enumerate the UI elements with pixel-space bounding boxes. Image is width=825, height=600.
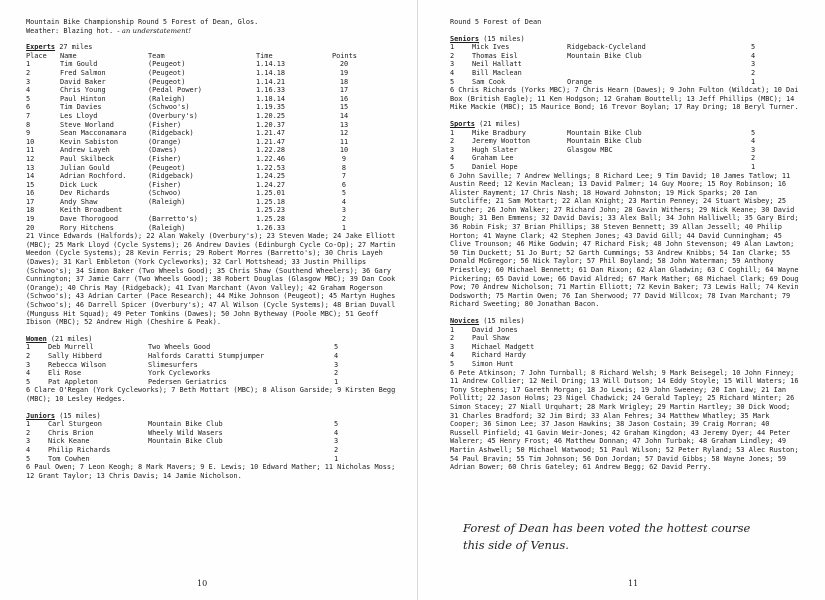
sports-row	[450, 129, 800, 138]
women-row-cell: Eli Rose	[48, 369, 82, 378]
experts-row-cell: 12	[339, 129, 349, 138]
experts-row-cell: 17	[26, 197, 35, 206]
novices-heading: Novices	[450, 317, 480, 325]
women-row	[26, 352, 401, 361]
experts-row-cell: 2	[341, 215, 347, 224]
experts-row-cell: Chris Young	[60, 86, 106, 95]
seniors-distance: (15 miles)	[483, 34, 525, 43]
experts-row-cell: 14	[26, 172, 35, 181]
experts-row-cell: (Dawes)	[148, 146, 178, 155]
experts-row-cell: (Schwoo)	[148, 189, 182, 198]
juniors-row	[26, 437, 401, 446]
juniors-row	[26, 446, 401, 455]
experts-row-cell: 1.25.28	[256, 215, 286, 224]
novices-distance: (15 miles)	[483, 317, 525, 325]
experts-row-cell: 8	[341, 163, 347, 172]
seniors-table	[450, 43, 800, 86]
experts-row-cell: 1.22.46	[256, 154, 286, 163]
juniors-row-cell: 5	[334, 420, 339, 429]
experts-row-cell: 1	[341, 223, 347, 232]
experts-row-cell: (Fisher)	[148, 180, 182, 189]
experts-row	[26, 95, 401, 104]
experts-row-cell: 1.24.27	[256, 180, 286, 189]
women-row-cell: Pedersen Geriatrics	[148, 377, 227, 386]
experts-row	[26, 155, 401, 164]
juniors-row-cell: 2	[334, 445, 339, 454]
page-number-left: 10	[197, 579, 208, 588]
sports-row-cell: Jeremy Wootton	[472, 137, 531, 146]
seniors-row-cell: 5	[450, 77, 455, 86]
sports-heading: Sports	[450, 119, 475, 128]
experts-row-cell: 13	[26, 163, 35, 172]
juniors-row-cell: Tom Cowhen	[48, 454, 90, 463]
experts-row-cell: 15	[26, 180, 35, 189]
experts-row-cell: 6	[341, 180, 347, 189]
experts-table-header	[26, 52, 401, 61]
women-row-cell: 4	[334, 351, 339, 360]
experts-row-cell: (Peugeot)	[148, 77, 186, 86]
experts-row-cell: 1.16.33	[256, 86, 286, 95]
women-row-cell: 2	[26, 351, 31, 360]
sports-row	[450, 137, 800, 146]
experts-row-cell: 1.21.47	[256, 129, 286, 138]
women-row-cell: Halfords Caratti Stumpjumper	[148, 351, 265, 360]
experts-row-cell: 9	[341, 154, 347, 163]
col-team-header: Team	[148, 51, 165, 60]
experts-row-cell: (Ridgeback)	[148, 129, 194, 138]
juniors-row-cell: Mountain Bike Club	[148, 437, 223, 446]
results-title: Mountain Bike Championship Round 5 Forest of Dean, Glos.	[26, 18, 259, 26]
sports-row	[450, 163, 800, 172]
experts-row-cell: 4	[26, 86, 31, 95]
seniors-row-cell: Mick Ives	[472, 43, 510, 52]
experts-row-cell: 13	[339, 120, 349, 129]
experts-row-cell: (Ridgeback)	[148, 172, 194, 181]
col-time-header: Time	[256, 51, 273, 60]
seniors-heading: Seniors	[450, 34, 480, 43]
experts-row-cell: (Orange)	[148, 137, 182, 146]
juniors-table	[26, 420, 401, 463]
left-column	[26, 18, 401, 480]
experts-row	[26, 224, 401, 233]
sports-row	[450, 154, 800, 163]
experts-row-cell: Les Lloyd	[60, 111, 98, 120]
novices-row	[450, 326, 800, 335]
experts-row-cell: 20	[339, 60, 349, 69]
novices-rest: 6 Pete Atkinson; 7 John Turnball; 8 Richard Welsh; 9 Mark Beisegel; 10 John Finney; 11 Andrew Collier; 12 Neil Dring; 13 Will Dutson; 14 Eddy Stoyle; 15 Will Waters; 16 Tony Stephens; 17 Gareth Morgan; 18 Jo Lewis; 19 John Sweeney; 20 Ian Law; 21 Ian Pollitt; 22 Jason Holms; 23 Nigel Chadwick; 24 Gerald Tapley; 25 Richard Winter; 26 Simon Stacey; 27 Niall Urquhart; 28 Mark Wrigley; 29 Martin Hartley; 30 Dick Wood; 31 Charles Bradford; 32 Jim Bird; 33 Alan Fehres; 34 Matthew Whatley; 35 Mark Cooper; 36 Simon Lee; 37 Jason Hawkins; 38 Jason Costain; 39 Craig Morran; 40 Russell Pinfield; 41 Gavin Weir-Jones; 42 Graham Kingdon; 43 Jeremy Dyer; 44 Peter Walerer; 45 Henry Frost; 46 Matthew Donnan; 47 John Turbak; 48 Graham Lindley; 49 Martin Ashwell; 50 Michael Watwood; 51 Paul Wilson; 52 Peter Ryland; 53 Alec Ruston; 54 Paul Bravin; 55 Tim Johnson; 56 Don Jordan; 57 David Gibbs; 58 Wayne Jones; 59 Adrian Bower; 60 Chris Gateley; 61 Andrew Begg; 62 David Perry.	[450, 368, 799, 472]
experts-row-cell: 10	[339, 146, 349, 155]
experts-row	[26, 86, 401, 95]
sports-row-cell: 2	[751, 154, 756, 163]
experts-row-cell: 17	[339, 86, 349, 95]
juniors-row-cell: Carl Sturgeon	[48, 420, 102, 429]
women-row-cell: Rebecca Wilson	[48, 360, 107, 369]
juniors-row-cell: 5	[26, 454, 31, 463]
experts-row-cell: 20	[26, 223, 35, 232]
women-row-cell: 4	[26, 369, 31, 378]
seniors-row	[450, 52, 800, 61]
experts-row-cell: 18	[339, 77, 349, 86]
seniors-row	[450, 43, 800, 52]
weather-line	[26, 27, 401, 36]
experts-row	[26, 172, 401, 181]
seniors-row-cell: 1	[450, 43, 455, 52]
juniors-row-cell: 4	[334, 428, 339, 437]
handwritten-note: Forest of Dean has been voted the hottest course this side of Venus.	[463, 521, 751, 552]
seniors-rest: 6 Chris Richards (Yorks MBC); 7 Chris Hearn (Dawes); 9 John Fulton (Wildcat); 10 Dai Box (British Eagle); 11 Ken Hodgson; 12 Graham Bouttell; 13 Jeff Phillips (MBC); 14 Mike Mackie (MBC); 15 Maurice Bond; 16 Trevor Boylan; 17 Ray Dring; 18 Beryl Turner.	[450, 86, 799, 112]
seniors-row	[450, 60, 800, 69]
women-row-cell: Pat Appleton	[48, 377, 98, 386]
seniors-row-cell: 1	[751, 77, 756, 86]
experts-row	[26, 189, 401, 198]
sports-row-cell: 5	[751, 128, 756, 137]
seniors-row-cell: 5	[751, 43, 756, 52]
experts-row-cell: 10	[26, 137, 35, 146]
seniors-row-cell: Neil Hallatt	[472, 60, 522, 69]
juniors-row-cell: 4	[26, 445, 31, 454]
experts-row-cell: (Raleigh)	[148, 197, 186, 206]
sports-row-cell: 3	[450, 145, 455, 154]
experts-row	[26, 146, 401, 155]
experts-row	[26, 164, 401, 173]
weather-label: Weather: Blazing hot.	[26, 26, 114, 35]
experts-row-cell: Dick Luck	[60, 180, 98, 189]
women-row	[26, 343, 401, 352]
experts-row-cell: 14	[339, 111, 349, 120]
experts-heading-line	[26, 43, 401, 52]
experts-row-cell: 1.25.23	[256, 206, 286, 215]
seniors-row-cell: Thomas Eisl	[472, 51, 518, 60]
experts-row-cell: (Barretto's)	[148, 215, 198, 224]
women-table	[26, 343, 401, 386]
experts-row	[26, 78, 401, 87]
experts-row-cell: 19	[26, 215, 35, 224]
experts-row-cell: 1.25.01	[256, 189, 286, 198]
experts-row-cell: 1.14.13	[256, 60, 286, 69]
novices-row	[450, 351, 800, 360]
experts-row-cell: (Raleigh)	[148, 223, 186, 232]
experts-row-cell: (Peugeot)	[148, 68, 186, 77]
experts-row-cell: 11	[26, 146, 35, 155]
experts-row	[26, 206, 401, 215]
experts-row-cell: Paul Hinton	[60, 94, 106, 103]
experts-row	[26, 112, 401, 121]
experts-row-cell: 1.19.35	[256, 103, 286, 112]
women-row	[26, 369, 401, 378]
experts-row-cell: Kevin Sabiston	[60, 137, 119, 146]
experts-row	[26, 103, 401, 112]
experts-row-cell: Adrian Rochford.	[60, 172, 127, 181]
experts-row-cell: Andy Shaw	[60, 197, 98, 206]
novices-row-cell: David Jones	[472, 325, 518, 334]
women-row-cell: Deb Murrell	[48, 343, 94, 352]
experts-rest: 21 Vince Edwards (Halfords); 22 Alan Wakely (Overbury's); 23 Steven Wade; 24 Jake Elliott (MBC); 25 Mark Lloyd (Cycle Systems); 26 Andrew Davies (Edinburgh Cycle Co-Op); 27 Martin Weedon (Cycle Systems); 28 Kevin Ferris; 29 Robert Morres (Barretto's); 30 Chris Layeh (Dawes); 31 Karl Embleton (York Cycleworks); 32 Carl Mottshead; 33 Justin Phillips (Schwoo's); 34 Simon Baker (Two Wheels Good); 35 Chris Shaw (Southend Wheelers); 36 Gary Cunnington; 37 Jamie Carr (Two Wheels Good); 38 Robert Douglas (Glasgow MBC); 39 Dan Cook (Orange); 40 Chris May (Ridgeback); 41 Ivan Marchant (Avon Valley); 42 Graham Rogerson (Schwoo's); 43 Adrian Carter (Pace Research); 44 Mike Johnson (Peugeot); 45 Martyn Hughes (Schwoo's); 46 Darrell Spicer (Overbury's); 47 Al Wilson (Cycle Systems); 48 Brian Duvall (Munguss Hit Squad); 49 Peter Tomkins (Dawes); 50 John Bytheway (Poole MBC); 51 Geoff Ibison (MBC); 52 Andrew High (Cheshire & Peak).	[26, 232, 396, 327]
col-place-header: Place	[26, 51, 47, 60]
women-heading: Women	[26, 334, 47, 343]
experts-row-cell: 1.22.28	[256, 146, 286, 155]
seniors-row-cell: Bill Maclean	[472, 68, 522, 77]
experts-row-cell: 1.25.18	[256, 197, 286, 206]
seniors-row-cell: Orange	[567, 77, 592, 86]
experts-row-cell: 1	[26, 60, 31, 69]
novices-heading-line	[450, 317, 800, 326]
experts-row-cell: 16	[339, 94, 349, 103]
experts-row	[26, 129, 401, 138]
sports-row-cell: Glasgow MBC	[567, 145, 613, 154]
sports-row-cell: 4	[450, 154, 455, 163]
experts-row	[26, 215, 401, 224]
juniors-row-cell: 3	[334, 437, 339, 446]
experts-row-cell: (Schwoo's)	[148, 103, 190, 112]
experts-row-cell: (Raleigh)	[148, 94, 186, 103]
experts-row	[26, 198, 401, 207]
experts-row-cell: 19	[339, 68, 349, 77]
juniors-row	[26, 420, 401, 429]
seniors-row-cell: 2	[751, 68, 756, 77]
women-row-cell: 5	[334, 343, 339, 352]
novices-row	[450, 343, 800, 352]
seniors-row-cell: 3	[751, 60, 756, 69]
experts-row-cell: 15	[339, 103, 349, 112]
right-page	[418, 0, 825, 600]
experts-row	[26, 60, 401, 69]
col-name-header: Name	[60, 51, 77, 60]
women-distance: (21 miles)	[50, 334, 93, 343]
experts-row-cell: 3	[26, 77, 31, 86]
experts-heading: Experts	[26, 43, 56, 52]
women-row-cell: 3	[334, 360, 339, 369]
experts-row-cell: Julian Gould	[60, 163, 110, 172]
experts-row-cell: Rory Hitchens	[60, 223, 114, 232]
experts-row-cell: 1.20.37	[256, 120, 286, 129]
experts-row-cell: 9	[26, 129, 31, 138]
seniors-row	[450, 78, 800, 87]
sports-row-cell: 1	[751, 162, 756, 171]
women-row	[26, 361, 401, 370]
novices-row-cell: 4	[450, 351, 455, 360]
experts-row-cell: 5	[26, 94, 31, 103]
juniors-row-cell: Wheely Wild Wasers	[148, 428, 223, 437]
sports-row-cell: Daniel Hope	[472, 162, 518, 171]
experts-row-cell: (Pedal Power)	[148, 86, 202, 95]
sports-table	[450, 129, 800, 172]
women-row	[26, 378, 401, 387]
experts-row-cell: (Peugeot)	[148, 163, 186, 172]
page-number-right: 11	[628, 579, 639, 588]
experts-row-cell: Steve Worland	[60, 120, 114, 129]
novices-row	[450, 360, 800, 369]
sports-row	[450, 146, 800, 155]
experts-row-cell: Dave Thorogood	[60, 215, 119, 224]
sports-row-cell: Mountain Bike Club	[567, 137, 642, 146]
experts-distance: 27 miles	[59, 43, 93, 52]
novices-table	[450, 326, 800, 369]
experts-row-cell: Tim Gould	[60, 60, 98, 69]
experts-row-cell: 11	[339, 137, 349, 146]
sports-heading-line	[450, 120, 800, 129]
juniors-row	[26, 455, 401, 464]
juniors-row-cell: 1	[26, 420, 31, 429]
experts-row-cell: Paul Skilbeck	[60, 154, 114, 163]
sports-row-cell: 1	[450, 128, 455, 137]
novices-row-cell: Richard Hardy	[472, 351, 526, 360]
women-row-cell: Two Wheels Good	[148, 343, 211, 352]
experts-row-cell: 7	[341, 172, 347, 181]
experts-row-cell: 1.14.21	[256, 77, 286, 86]
experts-row-cell: 1.21.47	[256, 137, 286, 146]
seniors-row-cell: Mountain Bike Club	[567, 51, 642, 60]
experts-row-cell: 5	[341, 189, 347, 198]
experts-row-cell: 1.22.53	[256, 163, 286, 172]
weather-handwritten-note: - an understatement!	[117, 26, 192, 35]
experts-row-cell: 2	[26, 68, 31, 77]
experts-row-cell: (Fisher)	[148, 120, 182, 129]
experts-table	[26, 60, 401, 232]
experts-row-cell: 8	[26, 120, 31, 129]
experts-row-cell: 18	[26, 206, 35, 215]
women-row-cell: 1	[334, 377, 339, 386]
juniors-distance: (15 miles)	[59, 411, 101, 420]
juniors-row-cell: Nick Keane	[48, 437, 90, 446]
women-row-cell: 3	[26, 360, 31, 369]
sports-row-cell: 5	[450, 162, 455, 171]
experts-row	[26, 69, 401, 78]
juniors-row-cell: Chris Brion	[48, 428, 94, 437]
experts-row-cell: Andrew Layeh	[60, 146, 110, 155]
experts-row-cell: 3	[341, 206, 347, 215]
women-heading-line	[26, 335, 401, 344]
experts-row-cell: Tim Davies	[60, 103, 102, 112]
sports-rest: 6 John Saville; 7 Andrew Wellings; 8 Richard Lee; 9 Tim David; 10 James Tatlow; 11 Austin Reed; 12 Kevin Maclean; 13 David Palmer; 14 Guy Moore; 15 Roy Robinson; 16 Alister Rayment; 17 Chris Nash; 18 Howard Johnston; 19 Mick Sparks; 20 Ian Sutcliffe; 21 Sam Mottart; 22 Alan Knight; 23 Martin Penney; 24 Stuart Wisbey; 25 Butcher; 26 John Walker; 27 Richard John; 28 Gavin Withers; 29 Nick Keane; 30 David Bough; 31 Ben Emmens; 32 David Davis; 33 Alex Ball; 34 John Halliwell; 35 Gary Bird; 36 Robin Fisk; 37 Brian Phillips; 38 Steven Bennett; 39 Allan Jessell; 40 Philip Horton; 41 Wayne Clark; 42 Stephen Jones; 43 David Gill; 44 David Cunningham; 45 Clive Trounson; 46 Mike Godwin; 47 Richard Fisk; 48 John Stevenson; 49 Alan Lawton; 50 Tim Duckett; 51 Jo Burt; 52 Garth Cummings; 53 Andrew Knibbs; 54 Ian Clarke; 55 Donald McGregor; 56 Nick Taylor; 57 Phil Boyland; 58 John Waterman; 59 Anthony Priestley; 60 Michael Bennett; 61 Dan Rixon; 62 Alan Gladwin; 63 C Coghill; 64 Wayne Pickering; 65 David Lowe; 66 David Aldred; 67 Mark Mather; 68 Michael Clark; 69 Doug Pow; 70 Andrew Nicholson; 71 Martin Elliott; 72 Kevin Baker; 73 Lewis Hall; 74 Kevin Dodsworth; 75 Martin Owen; 76 Ian Sherwood; 77 David Willcox; 78 Ivan Marchant; 79 Richard Sweeting; 80 Jonathan Bacon.	[450, 171, 799, 309]
seniors-row-cell: Sam Cook	[472, 77, 506, 86]
novices-row-cell: 2	[450, 334, 455, 343]
women-rest: 6 Clare O'Regan (York Cycleworks); 7 Beth Mottart (MBC); 8 Alison Garside; 9 Kirsten Begg (MBC); 10 Lesley Hedges.	[26, 386, 396, 403]
col-points-header: Points	[332, 51, 357, 60]
juniors-row-cell: Mountain Bike Club	[148, 420, 223, 429]
women-row-cell: York Cycleworks	[148, 369, 211, 378]
experts-row-cell: 1.20.25	[256, 111, 286, 120]
experts-row-cell: Keith Broadbent	[60, 206, 123, 215]
women-row-cell: 1	[26, 343, 31, 352]
round-title: Round 5 Forest of Dean	[450, 18, 542, 26]
novices-row-cell: Simon Hunt	[472, 359, 514, 368]
experts-row-cell: 4	[341, 197, 347, 206]
novices-row-cell: Michael Madgett	[472, 342, 535, 351]
seniors-row-cell: 4	[450, 68, 455, 77]
seniors-heading-line	[450, 35, 800, 44]
seniors-row-cell: 4	[751, 51, 756, 60]
novices-row-cell: 5	[450, 359, 455, 368]
sports-row-cell: 2	[450, 137, 455, 146]
juniors-row-cell: 2	[26, 428, 31, 437]
seniors-row	[450, 69, 800, 78]
experts-row	[26, 181, 401, 190]
juniors-rest: 6 Paul Owen; 7 Leon Keogh; 8 Mark Mavers; 9 E. Lewis; 10 Edward Mather; 11 Nicholas Moss; 12 Grant Taylor; 13 Chris Davis; 14 Jamie Nicholson.	[26, 463, 396, 480]
sports-row-cell: Mountain Bike Club	[567, 128, 642, 137]
novices-row	[450, 334, 800, 343]
sports-row-cell: Hugh Slater	[472, 145, 518, 154]
juniors-row	[26, 429, 401, 438]
sports-row-cell: 3	[751, 145, 756, 154]
seniors-row-cell: 2	[450, 51, 455, 60]
experts-row-cell: 1.26.33	[256, 223, 286, 232]
seniors-row-cell: Ridgeback-Cycleland	[567, 43, 646, 52]
juniors-row-cell: 1	[334, 454, 339, 463]
experts-row-cell: 1.14.18	[256, 68, 286, 77]
sports-row-cell: 4	[751, 137, 756, 146]
juniors-row-cell: 3	[26, 437, 31, 446]
experts-row-cell: Fred Salmon	[60, 68, 106, 77]
juniors-row-cell: Philip Richards	[48, 445, 111, 454]
experts-row-cell: (Peugeot)	[148, 60, 186, 69]
experts-row-cell: 16	[26, 189, 35, 198]
novices-row-cell: 1	[450, 325, 455, 334]
experts-row-cell: Dev Richards	[60, 189, 110, 198]
juniors-heading-line	[26, 412, 401, 421]
experts-row-cell: 1.24.25	[256, 172, 286, 181]
women-row-cell: Slimesurfers	[148, 360, 198, 369]
novices-row-cell: Paul Shaw	[472, 334, 510, 343]
experts-row-cell: Sean Macconamara	[60, 129, 127, 138]
experts-row-cell: 6	[26, 103, 31, 112]
experts-row-cell: David Baker	[60, 77, 106, 86]
women-row-cell: 5	[26, 377, 31, 386]
experts-row-cell: 7	[26, 111, 31, 120]
experts-row-cell: 12	[26, 154, 35, 163]
women-row-cell: 2	[334, 369, 339, 378]
experts-row-cell: (Fisher)	[148, 154, 182, 163]
experts-row-cell: (Overbury's)	[148, 111, 198, 120]
juniors-heading: Juniors	[26, 411, 56, 420]
experts-row	[26, 138, 401, 147]
women-row-cell: Sally Hibberd	[48, 351, 102, 360]
right-column	[450, 18, 800, 472]
sports-row-cell: Mike Bradbury	[472, 128, 526, 137]
sports-distance: (21 miles)	[479, 119, 521, 128]
seniors-row-cell: 3	[450, 60, 455, 69]
novices-row-cell: 3	[450, 342, 455, 351]
sports-row-cell: Graham Lee	[472, 154, 514, 163]
experts-row-cell: 1.18.14	[256, 94, 286, 103]
experts-row	[26, 121, 401, 130]
